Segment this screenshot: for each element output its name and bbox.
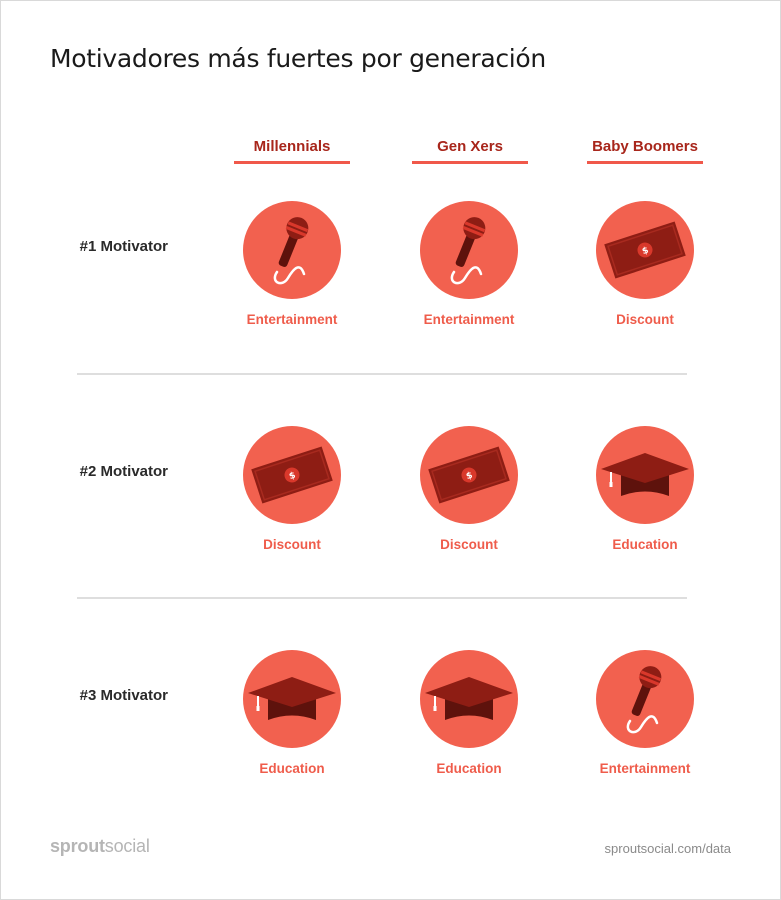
row-label-3: #3 Motivator <box>79 687 168 704</box>
row-label-1: #1 Motivator <box>79 238 168 255</box>
motivator-label: Education <box>612 537 678 552</box>
motivator-label: Entertainment <box>246 312 338 327</box>
logo-text-sprout: sprout <box>50 836 105 856</box>
svg-text:$: $ <box>464 470 474 483</box>
cell-row2-millennials <box>212 425 372 552</box>
cell-row2-gen-xers <box>389 425 549 552</box>
money-icon <box>419 425 519 525</box>
svg-text:$: $ <box>640 245 650 258</box>
svg-text:$: $ <box>287 470 297 483</box>
graduation-cap-icon <box>242 649 342 749</box>
cell-row3-gen-xers <box>389 649 549 776</box>
column-header-millennials: Millennials <box>253 138 331 155</box>
motivator-label: Education <box>436 761 502 776</box>
microphone-icon <box>595 649 695 749</box>
motivator-label: Entertainment <box>599 761 691 776</box>
motivator-label: Discount <box>263 537 321 552</box>
column-underline <box>234 161 350 164</box>
money-icon <box>595 200 695 300</box>
row-label-2: #2 Motivator <box>79 463 168 480</box>
column-header-gen-xers: Gen Xers <box>437 138 503 155</box>
cell-row1-millennials <box>212 200 372 327</box>
motivator-label: Entertainment <box>423 312 515 327</box>
cell-row2-baby-boomers <box>565 425 725 552</box>
page-title: Motivadores más fuertes por generación <box>50 44 546 73</box>
microphone-icon <box>242 200 342 300</box>
cell-row1-baby-boomers <box>565 200 725 327</box>
column-underline <box>412 161 528 164</box>
cell-row3-millennials <box>212 649 372 776</box>
row-divider <box>77 373 687 375</box>
sproutsocial-logo <box>50 836 150 857</box>
source-url: sproutsocial.com/data <box>604 841 731 856</box>
graduation-cap-icon <box>419 649 519 749</box>
column-header-baby-boomers: Baby Boomers <box>592 138 698 155</box>
cell-row3-baby-boomers <box>565 649 725 776</box>
column-underline <box>587 161 703 164</box>
cell-row1-gen-xers <box>389 200 549 327</box>
motivator-label: Discount <box>440 537 498 552</box>
motivator-label: Education <box>259 761 325 776</box>
microphone-icon <box>419 200 519 300</box>
logo-text-social: social <box>104 836 150 856</box>
graduation-cap-icon <box>595 425 695 525</box>
row-divider <box>77 597 687 599</box>
motivator-label: Discount <box>616 312 674 327</box>
money-icon <box>242 425 342 525</box>
